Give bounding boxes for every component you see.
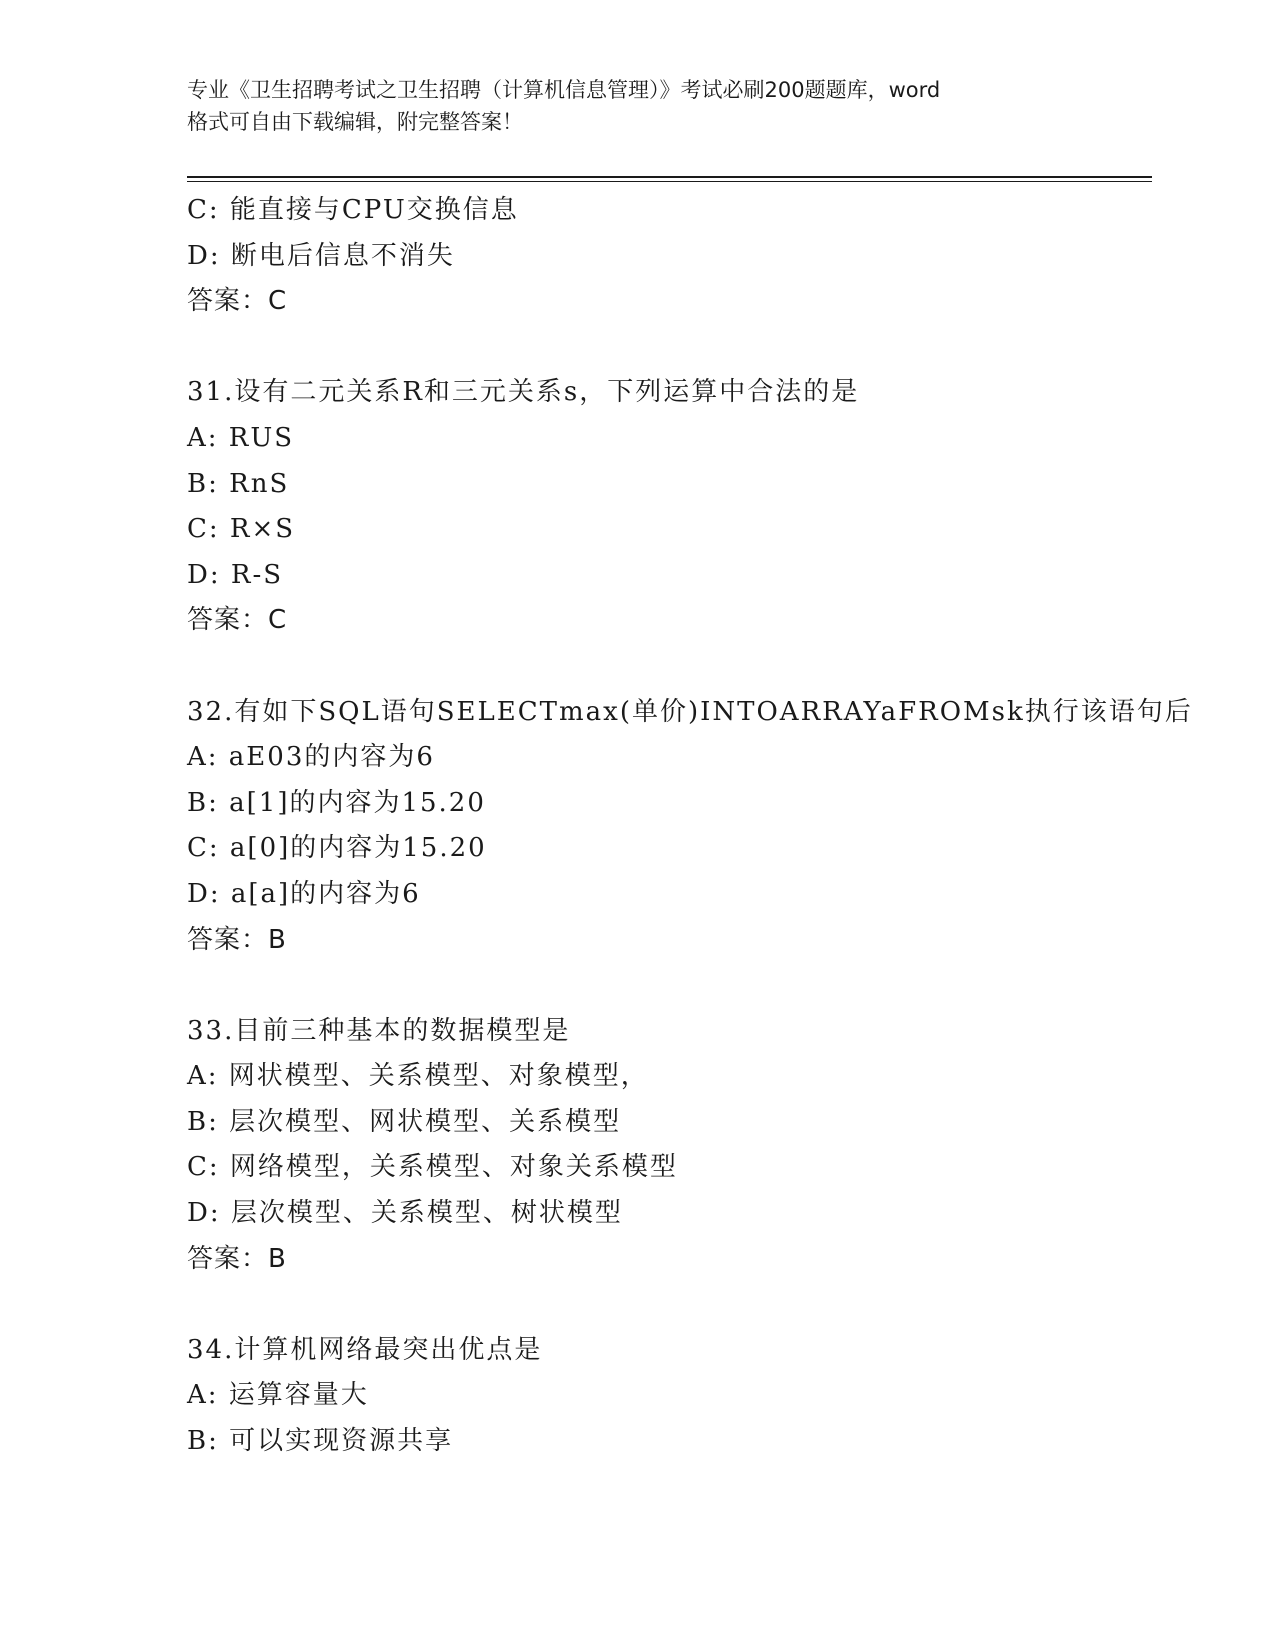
option-a: A: 运算容量大 bbox=[187, 1380, 369, 1411]
question-text: 31.设有二元关系R和三元关系s，下列运算中合法的是 bbox=[187, 377, 860, 408]
option-c: C: 能直接与CPU交换信息 bbox=[187, 195, 519, 225]
question-34 bbox=[187, 1328, 1147, 1465]
spacer bbox=[187, 963, 1147, 1009]
option-c: C: a[0]的内容为15.20 bbox=[187, 833, 487, 864]
spacer bbox=[187, 1282, 1147, 1328]
question-text: 33.目前三种基本的数据模型是 bbox=[187, 1015, 571, 1046]
question-text: 34.计算机网络最突出优点是 bbox=[187, 1334, 543, 1365]
answer: 答案：C bbox=[187, 286, 288, 317]
header-line-2: 格式可自由下载编辑，附完整答案！ bbox=[187, 110, 523, 134]
option-d: D: 断电后信息不消失 bbox=[187, 240, 455, 271]
header-divider-thin bbox=[187, 181, 1152, 182]
spacer bbox=[187, 325, 1147, 371]
option-b: B: RnS bbox=[187, 468, 290, 499]
option-d: D: 层次模型、关系模型、树状模型 bbox=[187, 1198, 623, 1229]
option-d: D: a[a]的内容为6 bbox=[187, 878, 421, 909]
spacer bbox=[187, 644, 1147, 690]
option-c: C: 网络模型，关系模型、对象关系模型 bbox=[187, 1152, 678, 1183]
answer: 答案：C bbox=[187, 605, 288, 636]
question-31 bbox=[187, 370, 1147, 644]
header-divider-thick bbox=[187, 176, 1152, 178]
option-b: B: 层次模型、网状模型、关系模型 bbox=[187, 1106, 622, 1137]
option-b: B: a[1]的内容为15.20 bbox=[187, 787, 486, 818]
question-33 bbox=[187, 1009, 1147, 1283]
question-30-continued bbox=[187, 188, 1147, 325]
question-text: 32.有如下SQL语句SELECTmax(单价)INTOARRAYaFROMsk执行该语句后 bbox=[187, 696, 1193, 727]
option-a: A: aE03的内容为6 bbox=[187, 742, 435, 773]
option-b: B: 可以实现资源共享 bbox=[187, 1426, 454, 1457]
question-32 bbox=[187, 690, 1193, 964]
header-line-1: 专业《卫生招聘考试之卫生招聘（计算机信息管理）》考试必刷200题题库，word bbox=[187, 78, 941, 102]
option-c: C: R×S bbox=[187, 514, 296, 545]
option-a: A: RUS bbox=[187, 422, 295, 453]
document-header bbox=[187, 74, 1107, 138]
option-d: D: R-S bbox=[187, 559, 284, 590]
answer: 答案：B bbox=[187, 924, 287, 955]
option-a: A: 网状模型、关系模型、对象模型， bbox=[187, 1061, 649, 1092]
question-list bbox=[187, 188, 1193, 1465]
answer: 答案：B bbox=[187, 1243, 287, 1274]
